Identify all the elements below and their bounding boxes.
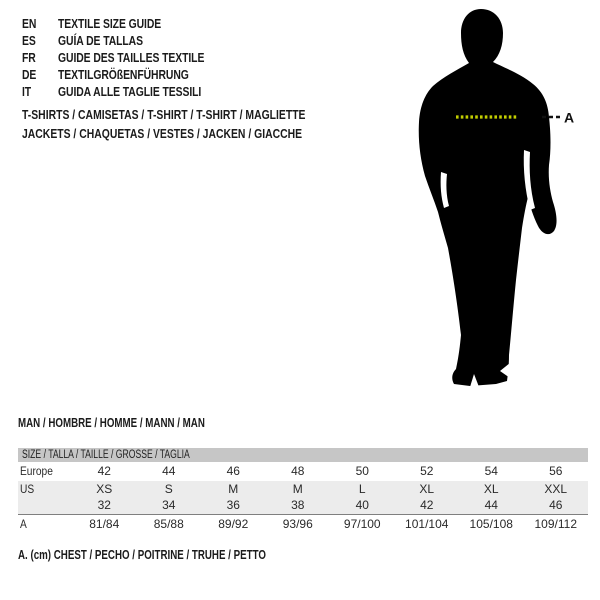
- row-label: Europe: [20, 464, 53, 478]
- cell: 97/100: [343, 517, 381, 531]
- language-guide-list: [22, 15, 241, 100]
- language-label: GUIDE DES TAILLES TEXTILE: [58, 50, 205, 65]
- cell: L: [358, 482, 366, 496]
- language-row-it: [22, 83, 241, 100]
- cell: 42: [97, 464, 111, 478]
- cell: 32: [97, 498, 111, 512]
- cell: XS: [96, 482, 113, 496]
- table-row-chest-a: [18, 514, 588, 533]
- language-code: IT: [22, 84, 32, 99]
- cell: 56: [549, 464, 563, 478]
- table-row-numeric-us: [18, 497, 588, 514]
- cell: XL: [419, 482, 435, 496]
- language-row-de: [22, 66, 241, 83]
- cell: 85/88: [153, 517, 184, 531]
- cell: S: [164, 482, 173, 496]
- cell: 93/96: [282, 517, 313, 531]
- language-label: TEXTILE SIZE GUIDE: [58, 16, 162, 31]
- language-code: DE: [22, 67, 37, 82]
- language-label: GUÍA DE TALLAS: [58, 33, 143, 48]
- man-silhouette: [419, 9, 557, 386]
- cell: 101/104: [405, 517, 449, 531]
- row-label: A: [20, 517, 27, 531]
- language-row-es: [22, 32, 241, 49]
- garment-categories: [22, 105, 376, 143]
- table-row-us: [18, 481, 588, 497]
- cell: M: [292, 482, 303, 496]
- cell: 50: [355, 464, 369, 478]
- category-line-tshirts: T-SHIRTS / CAMISETAS / T-SHIRT / T-SHIRT / MAGLIETTE: [22, 107, 306, 122]
- cell: 46: [549, 498, 563, 512]
- cell: 44: [162, 464, 176, 478]
- size-table: [18, 448, 588, 533]
- language-label: GUIDA ALLE TAGLIE TESSILI: [58, 84, 202, 99]
- cell: 42: [420, 498, 434, 512]
- row-label: US: [20, 482, 35, 496]
- size-table-header: SIZE / TALLA / TAILLE / GRÖSSE / TAGLIA: [18, 448, 588, 462]
- language-row-en: [22, 15, 241, 32]
- cell: 48: [291, 464, 305, 478]
- cell: 109/112: [534, 517, 577, 531]
- cell: 54: [484, 464, 498, 478]
- cell: 81/84: [89, 517, 120, 531]
- table-row-europe: [18, 462, 588, 481]
- measure-label-a: A: [564, 109, 575, 126]
- cell: 40: [355, 498, 369, 512]
- language-label: TEXTILGRÖßENFÜHRUNG: [58, 67, 189, 82]
- row-label: [18, 497, 72, 514]
- cell: 105/108: [469, 517, 513, 531]
- cell: XL: [483, 482, 499, 496]
- man-measurement-figure: [405, 0, 600, 420]
- cell: 44: [484, 498, 498, 512]
- measurement-footnote: A. (cm) CHEST / PECHO / POITRINE / TRUHE / PETTO: [18, 548, 266, 562]
- cell: 36: [226, 498, 240, 512]
- language-code: ES: [22, 33, 36, 48]
- cell: 89/92: [218, 517, 249, 531]
- language-code: EN: [22, 16, 37, 31]
- section-title-man: MAN / HOMBRE / HOMME / MANN / MAN: [18, 416, 205, 430]
- cell: 46: [226, 464, 240, 478]
- cell: 34: [162, 498, 176, 512]
- language-row-fr: [22, 49, 241, 66]
- category-line-jackets: JACKETS / CHAQUETAS / VESTES / JACKEN / GIACCHE: [22, 126, 303, 141]
- language-code: FR: [22, 50, 36, 65]
- cell: XXL: [544, 482, 568, 496]
- cell: M: [228, 482, 239, 496]
- cell: 52: [420, 464, 434, 478]
- cell: 38: [291, 498, 305, 512]
